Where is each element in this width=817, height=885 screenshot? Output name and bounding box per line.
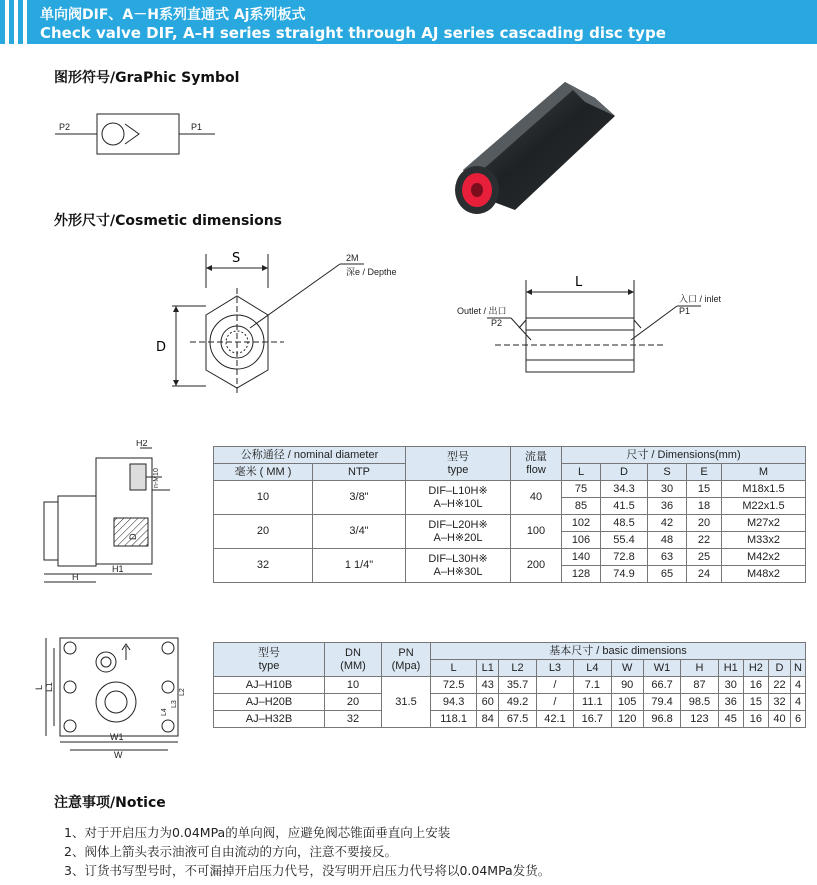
cell-ntp: 3/4" xyxy=(313,515,406,549)
cell-type xyxy=(406,549,511,583)
side-d-label: D xyxy=(128,533,138,540)
cell: 105 xyxy=(611,694,643,711)
cell-type: AJ–H10B xyxy=(214,677,325,694)
title-chinese: 单向阀DIF、A－H系列直通式 Aj系列板式 xyxy=(40,7,306,23)
notice-item-3: 3、订货书写型号时，不可漏掉开启压力代号，没写明开启压力代号将以0.04MPa发货。 xyxy=(64,863,551,878)
cell-type-1: DIF–L10H※ xyxy=(428,484,488,497)
cell: 15 xyxy=(687,481,722,498)
cell: 75 xyxy=(562,481,601,498)
cell-type-1: DIF–L20H※ xyxy=(428,518,488,531)
table2-col: N xyxy=(791,660,806,677)
plate-w1-label: W1 xyxy=(110,732,124,742)
table2-col: W1 xyxy=(643,660,680,677)
cell-type: AJ–H32B xyxy=(214,711,325,728)
inlet-p1-label: P1 xyxy=(679,306,691,316)
plate-top-view-drawing xyxy=(26,630,196,760)
hex-end-view-drawing xyxy=(150,240,410,400)
cell: 34.3 xyxy=(601,481,648,498)
table1-header-ntp: NTP xyxy=(313,464,406,481)
table-row xyxy=(214,677,806,694)
hex-side-view-drawing xyxy=(455,268,755,378)
cell: 11.1 xyxy=(574,694,611,711)
plate-l1-label: L1 xyxy=(44,681,54,692)
cell: 72.8 xyxy=(601,549,648,566)
table2-pn-unit: (Mpa) xyxy=(391,659,421,672)
cell-flow: 40 xyxy=(511,481,562,515)
inlet-label: 入口 / inlet xyxy=(679,294,722,304)
cell-mm: 10 xyxy=(214,481,313,515)
cell: 63 xyxy=(648,549,687,566)
table2-header-dn xyxy=(325,643,382,677)
table2-col: H1 xyxy=(718,660,743,677)
plate-l-label: L xyxy=(34,684,44,690)
cell-type-1: DIF–L30H※ xyxy=(428,552,488,565)
notice-item-2: 2、阀体上箭头表示油液可自由流动的方向，注意不要接反。 xyxy=(64,844,397,859)
header-stripe xyxy=(23,0,27,44)
side-section-drawing xyxy=(32,440,202,590)
table1-col: S xyxy=(648,464,687,481)
cell: 42.1 xyxy=(536,711,573,728)
cell-dn: 10 xyxy=(325,677,382,694)
side-h-label: H xyxy=(72,572,79,582)
outlet-p2-label: P2 xyxy=(491,318,503,328)
cell: M22x1.5 xyxy=(722,498,806,515)
cell: 40 xyxy=(768,711,790,728)
cell: 48.5 xyxy=(601,515,648,532)
symbol-p1-label: P1 xyxy=(191,122,203,132)
table1-header-mm: 毫米 ( MM ) xyxy=(214,464,313,481)
section-notice: 注意事项/Notice xyxy=(54,795,166,811)
table2-type-cn: 型号 xyxy=(258,646,280,659)
side-h2-label: H2 xyxy=(136,440,148,448)
cell: M33x2 xyxy=(722,532,806,549)
thread-label: 2M xyxy=(346,253,359,263)
cell: 120 xyxy=(611,711,643,728)
table2-col: H2 xyxy=(743,660,768,677)
table-row xyxy=(214,481,806,498)
symbol-p2-label: P2 xyxy=(59,122,71,132)
cell: 24 xyxy=(687,566,722,583)
table2-col: L3 xyxy=(536,660,573,677)
cell: 67.5 xyxy=(499,711,536,728)
side-h1-label: H1 xyxy=(112,564,124,574)
cell: 15 xyxy=(743,694,768,711)
cell-dn: 20 xyxy=(325,694,382,711)
cell: 84 xyxy=(477,711,499,728)
cell: 6 xyxy=(791,711,806,728)
cell: M42x2 xyxy=(722,549,806,566)
table1-flow-cn: 流量 xyxy=(525,450,547,463)
cell: 48 xyxy=(648,532,687,549)
cell-type-2: A–H※30L xyxy=(433,565,483,578)
cell: / xyxy=(536,694,573,711)
table2-type-en: type xyxy=(258,659,280,672)
cell-flow: 100 xyxy=(511,515,562,549)
table2-dn: DN xyxy=(345,646,361,659)
table2-col: L xyxy=(431,660,477,677)
dim-d-label: D xyxy=(156,340,167,355)
table1-type-en: type xyxy=(447,463,469,476)
cell: 94.3 xyxy=(431,694,477,711)
cell: 7.1 xyxy=(574,677,611,694)
dim-l-label: L xyxy=(575,275,583,290)
cell: 30 xyxy=(648,481,687,498)
cell-dn: 32 xyxy=(325,711,382,728)
cell: 16 xyxy=(743,677,768,694)
side-m10-label: n-M10 xyxy=(153,468,160,488)
table1-col: M xyxy=(722,464,806,481)
cell: 90 xyxy=(611,677,643,694)
cell-type xyxy=(406,481,511,515)
aj-spec-table xyxy=(213,642,806,728)
cell: 36 xyxy=(648,498,687,515)
table2-header-basic: 基本尺寸 / basic dimensions xyxy=(431,643,806,660)
cell-type xyxy=(406,515,511,549)
cell: 43 xyxy=(477,677,499,694)
cell: 140 xyxy=(562,549,601,566)
plate-w-label: W xyxy=(114,750,123,760)
cell: 16.7 xyxy=(574,711,611,728)
cell-mm: 20 xyxy=(214,515,313,549)
table2-col: L2 xyxy=(499,660,536,677)
table1-col: E xyxy=(687,464,722,481)
cell-pn: 31.5 xyxy=(382,677,431,728)
cell: 118.1 xyxy=(431,711,477,728)
cell: 96.8 xyxy=(643,711,680,728)
header-stripe xyxy=(5,0,9,44)
table2-col: L1 xyxy=(477,660,499,677)
table-row xyxy=(214,694,806,711)
cell-flow: 200 xyxy=(511,549,562,583)
cell: 98.5 xyxy=(681,694,718,711)
cell-type: AJ–H20B xyxy=(214,694,325,711)
table2-dn-unit: (MM) xyxy=(340,659,366,672)
cell: 87 xyxy=(681,677,718,694)
section-cosmetic-dimensions: 外形尺寸/Cosmetic dimensions xyxy=(54,213,283,229)
table2-col: D xyxy=(768,660,790,677)
cell: 42 xyxy=(648,515,687,532)
cell: / xyxy=(536,677,573,694)
cell: 36 xyxy=(718,694,743,711)
table-row xyxy=(214,515,806,532)
cell-type-2: A–H※10L xyxy=(433,497,483,510)
cell: 123 xyxy=(681,711,718,728)
cell-ntp: 3/8" xyxy=(313,481,406,515)
cell: 49.2 xyxy=(499,694,536,711)
table1-header-dimensions: 尺寸 / Dimensions(mm) xyxy=(562,447,806,464)
table2-col: W xyxy=(611,660,643,677)
table2-header-type xyxy=(214,643,325,677)
cell: 18 xyxy=(687,498,722,515)
table1-col: D xyxy=(601,464,648,481)
cell: 85 xyxy=(562,498,601,515)
cell: 22 xyxy=(687,532,722,549)
table2-pn: PN xyxy=(398,646,414,659)
valve-product-photo xyxy=(445,62,645,232)
table2-header-pn xyxy=(382,643,431,677)
header-banner xyxy=(0,0,817,44)
table-row xyxy=(214,711,806,728)
cell-mm: 32 xyxy=(214,549,313,583)
cell: 55.4 xyxy=(601,532,648,549)
table1-flow-en: flow xyxy=(526,463,546,476)
outlet-label: Outlet / 出口 xyxy=(457,306,507,316)
plate-l2-label: L2 xyxy=(179,688,186,696)
cell: M48x2 xyxy=(722,566,806,583)
table1-type-cn: 型号 xyxy=(447,450,469,463)
notice-item-1: 1、对于开启压力为0.04MPa的单向阀，应避免阀芯锥面垂直向上安装 xyxy=(64,825,451,840)
table1-header-type xyxy=(406,447,511,481)
table2-col: L4 xyxy=(574,660,611,677)
table1-header-nominal: 公称通径 / nominal diameter xyxy=(214,447,406,464)
cell: 79.4 xyxy=(643,694,680,711)
cell: 22 xyxy=(768,677,790,694)
depth-label: 深e / Depthe xyxy=(346,267,397,277)
cell: 30 xyxy=(718,677,743,694)
cell: 32 xyxy=(768,694,790,711)
table1-col: L xyxy=(562,464,601,481)
cell: 16 xyxy=(743,711,768,728)
section-graphic-symbol: 图形符号/GraPhic Symbol xyxy=(54,70,240,86)
cell: 4 xyxy=(791,677,806,694)
cell: 41.5 xyxy=(601,498,648,515)
plate-l4-label: L4 xyxy=(161,708,168,716)
cell: 20 xyxy=(687,515,722,532)
dif-spec-table xyxy=(213,446,806,583)
cell: 60 xyxy=(477,694,499,711)
cell: M18x1.5 xyxy=(722,481,806,498)
cell: 66.7 xyxy=(643,677,680,694)
cell: 72.5 xyxy=(431,677,477,694)
table2-col: H xyxy=(681,660,718,677)
cell: 25 xyxy=(687,549,722,566)
cell-type-2: A–H※20L xyxy=(433,531,483,544)
header-stripe xyxy=(14,0,18,44)
cell: 4 xyxy=(791,694,806,711)
cell: 128 xyxy=(562,566,601,583)
cell: 102 xyxy=(562,515,601,532)
cell: 74.9 xyxy=(601,566,648,583)
cell: 35.7 xyxy=(499,677,536,694)
cell: 106 xyxy=(562,532,601,549)
table1-header-flow xyxy=(511,447,562,481)
dim-s-label: S xyxy=(232,251,241,266)
title-english: Check valve DIF, A–H series straight through AJ series cascading disc type xyxy=(40,24,666,42)
plate-l3-label: L3 xyxy=(171,700,178,708)
cell: 65 xyxy=(648,566,687,583)
graphic-symbol-diagram xyxy=(55,108,215,158)
cell: M27x2 xyxy=(722,515,806,532)
cell-ntp: 1 1/4" xyxy=(313,549,406,583)
table-row xyxy=(214,549,806,566)
cell: 45 xyxy=(718,711,743,728)
